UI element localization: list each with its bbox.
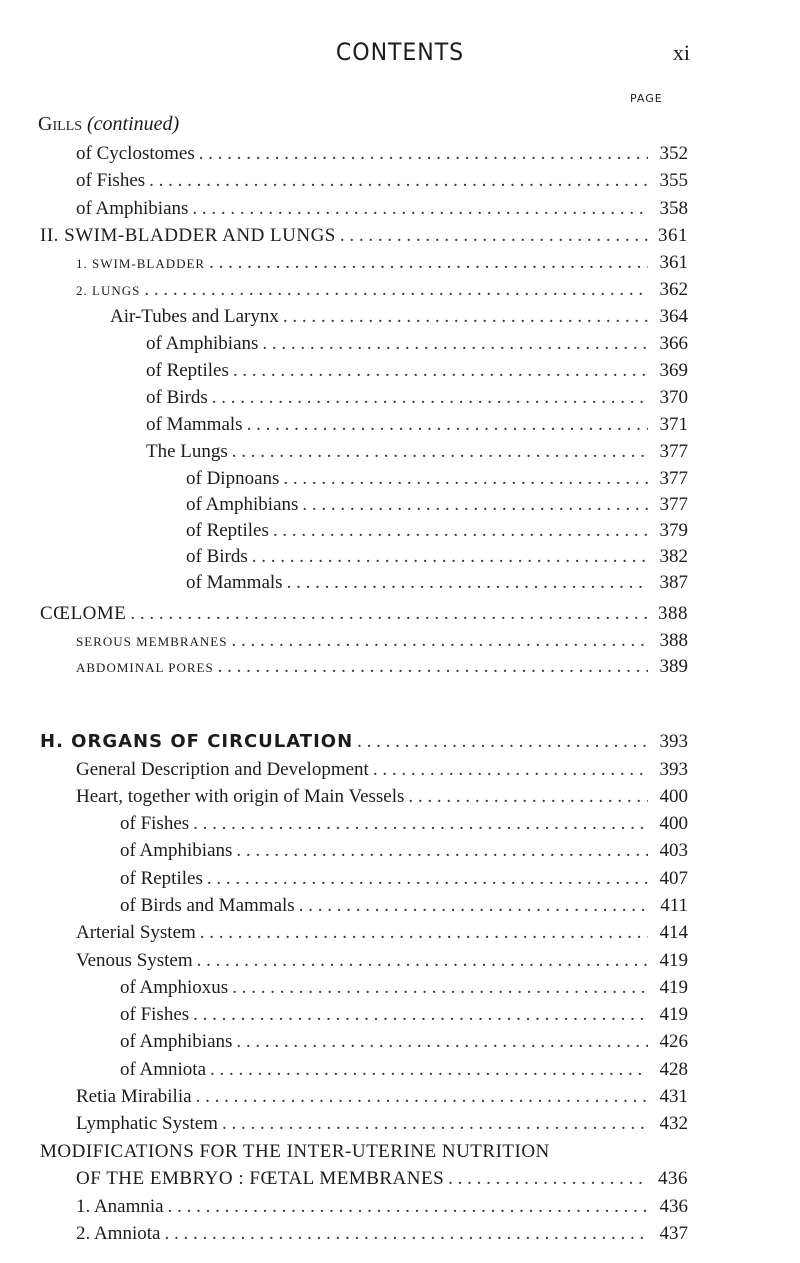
toc-entry: CŒLOME . . . 388 bbox=[40, 603, 688, 625]
toc-entry: SEROUS MEMBRANES . . . 388 bbox=[76, 630, 688, 652]
toc-entry: General Description and Development . . . 393 bbox=[76, 759, 688, 781]
toc-entry: of Fishes . . . 400 bbox=[120, 813, 688, 835]
page-title: CONTENTS bbox=[335, 38, 465, 66]
toc-entry: of Amphibians . . . 426 bbox=[120, 1031, 688, 1053]
toc-entry: 1. Anamnia . . . 436 bbox=[76, 1196, 688, 1218]
toc-entry: of Amphibians . . . 358 bbox=[76, 198, 688, 220]
toc-entry: of Birds . . . 370 bbox=[146, 387, 688, 409]
gills-heading bbox=[38, 113, 179, 136]
toc-entry: II. SWIM-BLADDER AND LUNGS . . . 361 bbox=[40, 225, 688, 247]
toc-entry: of Amphibians . . . 377 bbox=[186, 494, 688, 516]
page-number: xi bbox=[672, 40, 690, 65]
toc-entry: Lymphatic System . . . 432 bbox=[76, 1113, 688, 1135]
toc-entry: The Lungs . . . 377 bbox=[146, 441, 688, 463]
toc-entry: of Reptiles . . . 407 bbox=[120, 868, 688, 890]
toc-entry: of Dipnoans . . . 377 bbox=[186, 468, 688, 490]
toc-entry: of Amphibians . . . 403 bbox=[120, 840, 688, 862]
toc-entry: of Amphibians . . . 366 bbox=[146, 333, 688, 355]
toc-entry-section-heading: H. ORGANS OF CIRCULATION . . . 393 bbox=[40, 731, 688, 753]
gills-heading-note: (continued) bbox=[87, 113, 180, 135]
page-column-label: PAGE bbox=[630, 92, 663, 105]
toc-entry: 1. SWIM-BLADDER . . . 361 bbox=[76, 252, 688, 274]
toc-entry: of Birds . . . 382 bbox=[186, 546, 688, 568]
toc-entry: of Fishes . . . 355 bbox=[76, 170, 688, 192]
toc-entry: of Reptiles . . . 369 bbox=[146, 360, 688, 382]
toc-entry: of Amphioxus . . . 419 bbox=[120, 977, 688, 999]
toc-entry: of Cyclostomes . . . 352 bbox=[76, 143, 688, 165]
toc-entry: of Amniota . . . 428 bbox=[120, 1059, 688, 1081]
toc-entry: of Mammals . . . 387 bbox=[186, 572, 688, 594]
toc-entry: 2. Amniota . . . 437 bbox=[76, 1223, 688, 1245]
toc-entry: Venous System . . . 419 bbox=[76, 950, 688, 972]
toc-entry: 2. LUNGS . . . 362 bbox=[76, 279, 688, 301]
toc-entry: Air-Tubes and Larynx . . . 364 bbox=[110, 306, 688, 328]
toc-entry: of Reptiles . . . 379 bbox=[186, 520, 688, 542]
toc-entry: of Mammals . . . 371 bbox=[146, 414, 688, 436]
toc-entry: of Fishes . . . 419 bbox=[120, 1004, 688, 1026]
toc-entry: Retia Mirabilia . . . 431 bbox=[76, 1086, 688, 1108]
toc-entry: Heart, together with origin of Main Vessels . . . 400 bbox=[76, 786, 688, 808]
toc-entry: of Birds and Mammals . . . 411 bbox=[120, 895, 688, 917]
gills-heading-main: Gills bbox=[38, 113, 82, 135]
toc-entry: ABDOMINAL PORES . . . 389 bbox=[76, 656, 688, 678]
toc-entry: OF THE EMBRYO : FŒTAL MEMBRANES . . . 436 bbox=[76, 1168, 688, 1190]
modifications-heading: MODIFICATIONS FOR THE INTER-UTERINE NUTRITION bbox=[40, 1141, 550, 1162]
toc-entry: Arterial System . . . 414 bbox=[76, 922, 688, 944]
